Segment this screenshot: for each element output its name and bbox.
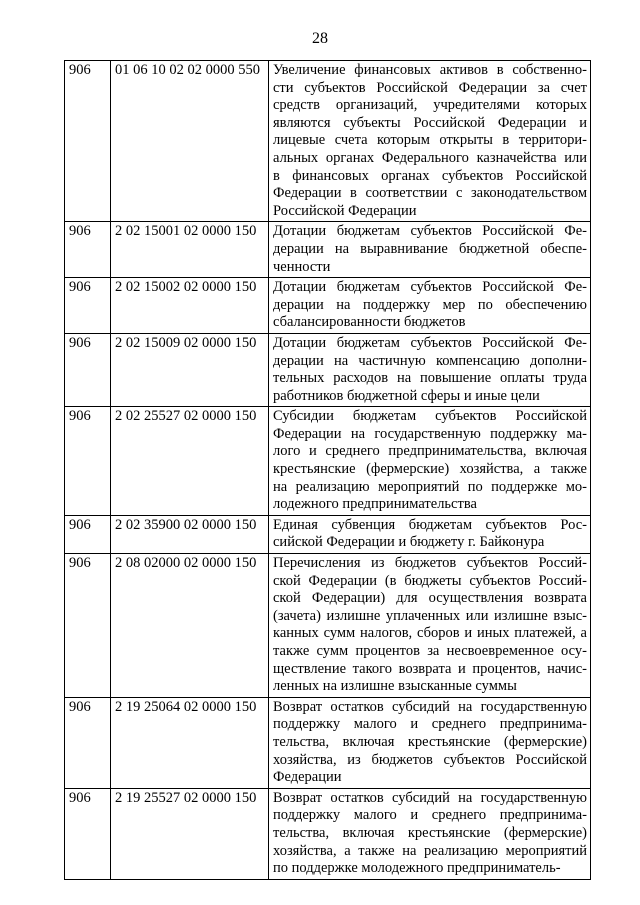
table-row bbox=[65, 515, 591, 553]
description-cell bbox=[269, 554, 591, 698]
description-cell bbox=[269, 407, 591, 516]
table-row bbox=[65, 333, 591, 406]
description-line: ченности bbox=[273, 258, 331, 275]
description-line: (зачета) излишне уплаченных или излишне взыс- bbox=[273, 607, 587, 624]
budget-codes-table bbox=[64, 60, 591, 880]
description-cell bbox=[269, 788, 591, 879]
description-line: Дотации бюджетам субъектов Российской Фе- bbox=[273, 279, 587, 296]
budget-classification-code-cell: 2 02 15001 02 0000 150 bbox=[111, 222, 269, 278]
table-body bbox=[65, 61, 591, 880]
description-line: Федерации на государственную поддержку ма- bbox=[273, 425, 587, 442]
description-line: Возврат остатков субсидий на государственную bbox=[273, 789, 587, 806]
admin-code-cell: 906 bbox=[65, 407, 111, 516]
description-line: по поддержке молодежного предприниматель- bbox=[273, 860, 561, 877]
budget-classification-code-cell: 01 06 10 02 02 0000 550 bbox=[111, 61, 269, 222]
description-line: поддержку малого и среднего предпринима- bbox=[273, 716, 587, 733]
table-row bbox=[65, 554, 591, 698]
description-line: ленных на излишне взысканные суммы bbox=[273, 678, 517, 695]
description-line: дерации на поддержку мер по обеспечению bbox=[273, 296, 587, 313]
description-line: хозяйства, а также на реализацию мероприятий bbox=[273, 842, 587, 859]
description-line: также сумм процентов за несвоевременное осу- bbox=[273, 643, 587, 659]
budget-classification-code-cell: 2 08 02000 02 0000 150 bbox=[111, 554, 269, 698]
description-line: являются субъекты Российской Федерации и bbox=[273, 114, 587, 131]
budget-classification-code-cell: 2 02 15002 02 0000 150 bbox=[111, 278, 269, 334]
table-row bbox=[65, 222, 591, 278]
description-line: ской Федерации (в бюджеты субъектов Россий- bbox=[273, 572, 587, 589]
description-line: лого и среднего предпринимательства, включая bbox=[273, 443, 587, 460]
description-line: тельства, включая крестьянские (фермерские) bbox=[273, 824, 587, 841]
admin-code-cell: 906 bbox=[65, 788, 111, 879]
description-line: работников бюджетной сферы и иные цели bbox=[273, 387, 540, 404]
admin-code-cell: 906 bbox=[65, 333, 111, 406]
description-line: сти субъектов Российской Федерации за счет bbox=[273, 79, 587, 96]
description-cell bbox=[269, 222, 591, 278]
description-line: Единая субвенция бюджетам субъектов Рос- bbox=[273, 516, 587, 533]
description-line: Федерации bbox=[273, 769, 342, 786]
table-row bbox=[65, 788, 591, 879]
description-line: тельства, включая крестьянские (фермерские) bbox=[273, 733, 587, 750]
table-row bbox=[65, 61, 591, 222]
description-line: хозяйства, из бюджетов субъектов Российской bbox=[273, 751, 587, 768]
description-line: дерации на частичную компенсацию дополни- bbox=[273, 352, 587, 369]
description-line: Увеличение финансовых активов в собственно- bbox=[273, 62, 587, 78]
description-line: на реализацию мероприятий по поддержке мо- bbox=[273, 478, 587, 495]
description-line: крестьянские (фермерские) хозяйства, а также bbox=[273, 461, 587, 478]
description-line: канных сумм налогов, сборов и иных платежей, а bbox=[273, 625, 587, 642]
budget-classification-code-cell: 2 02 35900 02 0000 150 bbox=[111, 515, 269, 553]
description-line: сбалансированности бюджетов bbox=[273, 314, 466, 331]
admin-code-cell: 906 bbox=[65, 554, 111, 698]
description-line: ществление такого возврата и процентов, начис- bbox=[273, 660, 587, 677]
admin-code-cell: 906 bbox=[65, 61, 111, 222]
description-line: Субсидии бюджетам субъектов Российской bbox=[273, 408, 587, 425]
admin-code-cell: 906 bbox=[65, 697, 111, 788]
admin-code-cell: 906 bbox=[65, 278, 111, 334]
description-line: ской Федерации) для осуществления возврата bbox=[273, 590, 587, 607]
description-line: Дотации бюджетам субъектов Российской Фе- bbox=[273, 223, 587, 240]
description-line: дерации на выравнивание бюджетной обеспе- bbox=[273, 240, 587, 257]
budget-classification-code-cell: 2 02 15009 02 0000 150 bbox=[111, 333, 269, 406]
description-cell bbox=[269, 515, 591, 553]
description-line: тельных расходов на повышение оплаты труда bbox=[273, 370, 587, 387]
description-line: Дотации бюджетам субъектов Российской Фе- bbox=[273, 334, 587, 351]
description-line: средств организаций, учредителями которых bbox=[273, 97, 587, 114]
table-row bbox=[65, 407, 591, 516]
admin-code-cell: 906 bbox=[65, 222, 111, 278]
page-number: 28 bbox=[312, 30, 328, 47]
description-line: Перечисления из бюджетов субъектов Россий- bbox=[273, 555, 587, 572]
description-line: альных органах Федерального казначейства или bbox=[273, 149, 587, 166]
budget-classification-code-cell: 2 19 25064 02 0000 150 bbox=[111, 697, 269, 788]
description-line: Российской Федерации bbox=[273, 202, 417, 219]
description-line: поддержку малого и среднего предпринима- bbox=[273, 807, 587, 824]
description-line: лодежного предпринимательства bbox=[273, 496, 477, 513]
admin-code-cell: 906 bbox=[65, 515, 111, 553]
description-line: Федерации в соответствии с законодательством bbox=[273, 185, 587, 202]
budget-classification-code-cell: 2 19 25527 02 0000 150 bbox=[111, 788, 269, 879]
description-line: сийской Федерации и бюджету г. Байконура bbox=[273, 534, 545, 551]
description-cell bbox=[269, 333, 591, 406]
description-line: Возврат остатков субсидий на государственную bbox=[273, 698, 587, 715]
description-cell bbox=[269, 278, 591, 334]
description-cell bbox=[269, 61, 591, 222]
table-row bbox=[65, 697, 591, 788]
description-cell bbox=[269, 697, 591, 788]
description-line: в финансовых органах субъектов Российской bbox=[273, 167, 587, 184]
table-row bbox=[65, 278, 591, 334]
description-line: лицевые счета которым открыты в территори- bbox=[273, 132, 587, 149]
budget-classification-code-cell: 2 02 25527 02 0000 150 bbox=[111, 407, 269, 516]
